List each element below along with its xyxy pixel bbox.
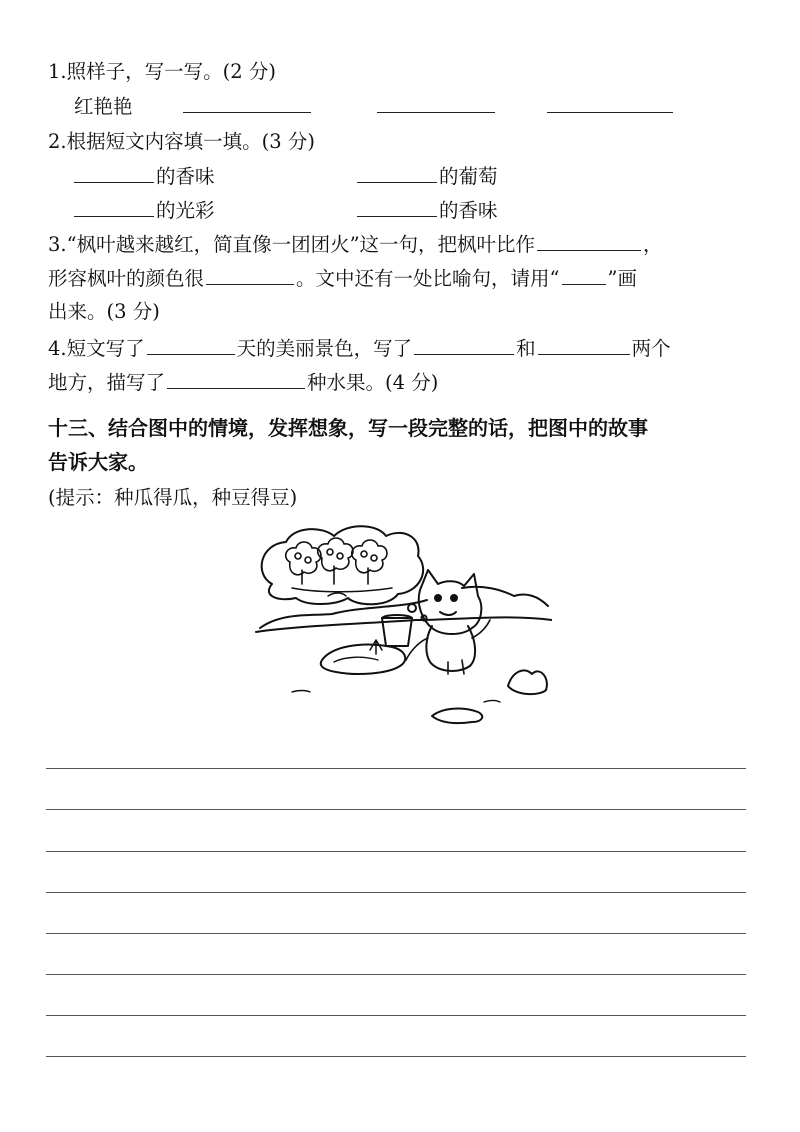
q3-text-5: 出来。(3 分)	[48, 300, 160, 323]
ground-mark	[292, 691, 500, 703]
q3-line-1	[48, 228, 760, 261]
q3-comma: ，	[643, 233, 663, 256]
tree-icon	[352, 540, 387, 584]
q4-blank-3[interactable]	[538, 332, 630, 355]
q3-text-1: 3.“枫叶越来越红，简直像一团团火”这一句，把枫叶比作	[48, 233, 536, 256]
q1-blank-1[interactable]	[183, 90, 311, 113]
story-illustration	[252, 522, 552, 728]
q3-text-2: 形容枫叶的颜色很	[48, 267, 205, 290]
q2-blank-2[interactable]	[357, 160, 437, 183]
plant-sprout	[370, 640, 382, 654]
q4-blank-1[interactable]	[147, 332, 235, 355]
q2-item-3: 的光彩	[156, 199, 215, 222]
q2-row-2b	[357, 194, 760, 227]
q4-t5: 地方，描写了	[48, 371, 166, 394]
q4-line-2	[48, 366, 760, 399]
bubble-seed	[328, 593, 346, 596]
q2-blank-4[interactable]	[357, 194, 437, 217]
writing-line-5[interactable]	[46, 933, 746, 934]
q4-t1: 4.短文写了	[48, 337, 145, 360]
bubble-dot-1	[408, 604, 416, 612]
q2-prompt: 2.根据短文内容填一填。(3 分)	[48, 130, 315, 153]
q3-text-4: ”画	[607, 267, 637, 290]
q4-line-1	[48, 332, 760, 365]
q3-blank-1[interactable]	[537, 228, 641, 251]
section13-title-2: 告诉大家。	[48, 450, 148, 474]
q4-t3: 和	[516, 337, 536, 360]
bush-right	[508, 670, 547, 694]
writing-line-8[interactable]	[46, 1056, 746, 1057]
writing-line-7[interactable]	[46, 1015, 746, 1016]
section13-title-1: 十三、结合图中的情境，发挥想象，写一段完整的话，把图中的故事	[48, 416, 648, 440]
q4-blank-4[interactable]	[167, 366, 305, 389]
q3-blank-2[interactable]	[206, 262, 294, 285]
pond-ripple	[334, 657, 378, 662]
thought-bubble	[262, 526, 423, 604]
grass-line	[256, 617, 552, 632]
writing-line-3[interactable]	[46, 851, 746, 852]
q3-text-3: 。文中还有一处比喻句，请用“	[296, 267, 560, 290]
tree-icon	[286, 542, 321, 584]
q3-line-2	[48, 262, 760, 295]
q2-blank-1[interactable]	[74, 160, 154, 183]
q2-item-1: 的香味	[156, 165, 215, 188]
rock-bottom	[432, 709, 482, 724]
section13-hint: (提示：种瓜得瓜，种豆得豆)	[48, 486, 298, 509]
q4-t4: 两个	[631, 337, 671, 360]
q1-row	[74, 90, 760, 123]
q4-t2: 天的美丽景色，写了	[236, 337, 413, 360]
q4-blank-2[interactable]	[414, 332, 514, 355]
tree-icon	[318, 538, 353, 584]
q1-blank-2[interactable]	[377, 90, 495, 113]
writing-line-4[interactable]	[46, 892, 746, 893]
writing-line-6[interactable]	[46, 974, 746, 975]
q4-t6: 种水果。(4 分)	[307, 371, 439, 394]
bubble-ground	[292, 588, 392, 592]
pond	[321, 645, 406, 674]
q2-item-2: 的葡萄	[439, 165, 498, 188]
writing-line-2[interactable]	[46, 809, 746, 810]
q1-prompt: 1.照样子，写一写。(2 分)	[48, 60, 276, 83]
q1-example: 红艳艳	[74, 95, 133, 118]
q3-blank-3[interactable]	[562, 262, 606, 285]
q1-blank-3[interactable]	[547, 90, 673, 113]
writing-line-1[interactable]	[46, 768, 746, 769]
q2-blank-3[interactable]	[74, 194, 154, 217]
cat-character	[406, 570, 490, 674]
q2-item-4: 的香味	[439, 199, 498, 222]
q2-row-1b	[357, 160, 760, 193]
